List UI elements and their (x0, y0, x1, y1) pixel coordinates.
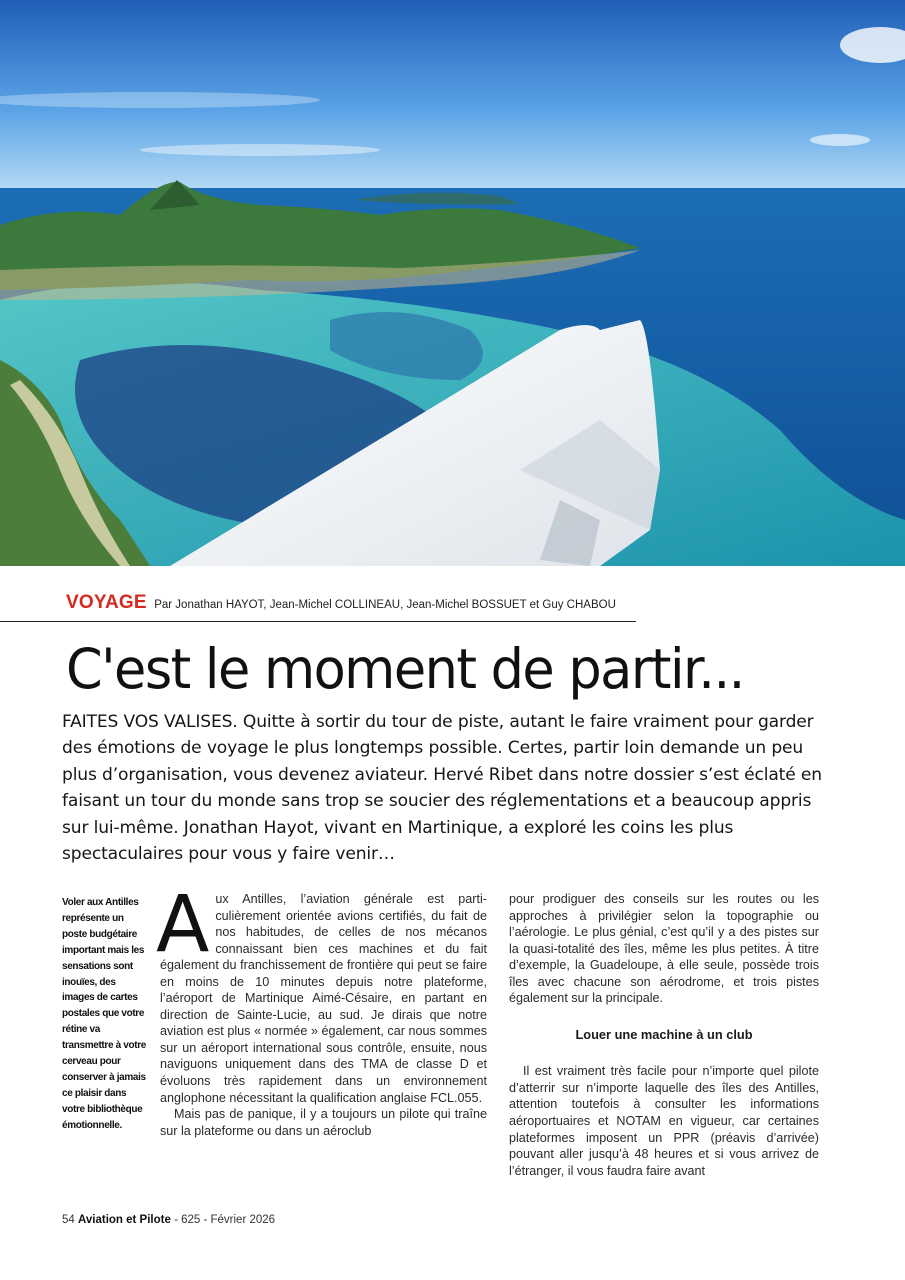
issue-info: - 625 - Février 2026 (170, 1214, 276, 1226)
page-number: 54 (62, 1214, 75, 1226)
article-lede (62, 709, 832, 867)
drop-cap: A (156, 880, 210, 970)
byline: Par Jonathan HAYOT, Jean-Michel COLLINEAU, Jean-Michel BOSSUET et Guy CHABOU (154, 599, 616, 611)
lede-lead-in: FAITES VOS VALISES. (62, 712, 238, 732)
paragraph: Mais pas de panique, il y a toujours un pilote qui traîne sur la plateforme ou dans un aéroclub (160, 1107, 487, 1138)
hero-aerial-photo (0, 0, 905, 566)
body-column-1 (156, 880, 487, 1139)
paragraph-text: ux Antilles, l’aviation générale est particulièrement orientée avions certifiés, du fait de nos habitudes, de celles de nos mécanos connaissant bien ces machines et du fait également du franchissement de frontière qui peut se faire en moins de 10 minutes depuis notre plateforme, l’aéroport de Martinique Aimé-Césaire, en partant en direction de Sainte-Lucie, au sud. Je dirais que notre aviation est plus « normée » également, car nous sommes sur un aéroport international sous contrôle, ensuite, nous naviguons uniquement dans des TMA de classe D et évoluons très rapidement dans un environnement anglophone nécessitant la qualification anglaise FCL.055. (160, 892, 487, 1105)
article-title: C'est le moment de partir... (66, 637, 744, 701)
paragraph (156, 880, 487, 1106)
section-label: VOYAGE (66, 592, 147, 613)
article-kicker (66, 592, 846, 614)
body-column-2 (509, 891, 819, 1179)
magazine-name: Aviation et Pilote (78, 1214, 171, 1226)
subheading: Louer une machine à un club (575, 1026, 753, 1042)
header-rule (0, 621, 636, 622)
lede-text: Quitte à sortir du tour de piste, autant le faire vraiment pour garder des émotions de voyage le plus longtemps possible. Certes, partir loin demande un peu plus d’organisation, vous devenez aviateur. Hervé Ribet dans notre dossier s’est éclaté en faisant un tour du monde sans trop se soucier des réglementations et a beaucoup appris sur lui-même. Jonathan Hayot, vivant en Martinique, a exploré les coins les plus spectaculaires pour vous y faire venir… (62, 712, 822, 865)
paragraph: pour prodiguer des conseils sur les routes ou les approches à privilégier selon la topographie ou l’aérologie. Le plus génial, c’est qu’il y a des pistes sur la quasi-totalité des îles, même les plus petites. À titre d’exemple, la Guadeloupe, à elle seule, possède trois îles avec chacune son aérodrome, et trois pistes également sur la principale. (509, 892, 819, 1006)
page-footer (62, 1214, 275, 1226)
sidebar-caption: Voler aux Antilles représente un poste budgétaire important mais les sensations sont inouïes, des images de cartes postales que votre rétine va transmettre à votre cerveau pour conserver à jamais ce plaisir dans votre bibliothèque émotionnelle. (62, 897, 146, 1131)
paragraph: Il est vraiment très facile pour n’importe quel pilote d’atterrir sur n’importe laquelle des îles des Antilles, attention toutefois à consulter les informations aéroportuaires et NOTAM en vigueur, car certaines plateformes imposent un PPR (préavis d’arrivée) pouvant aller jusqu’à 48 heures et si vous arrivez de l’étranger, il vous faudra faire avant (509, 1064, 819, 1178)
